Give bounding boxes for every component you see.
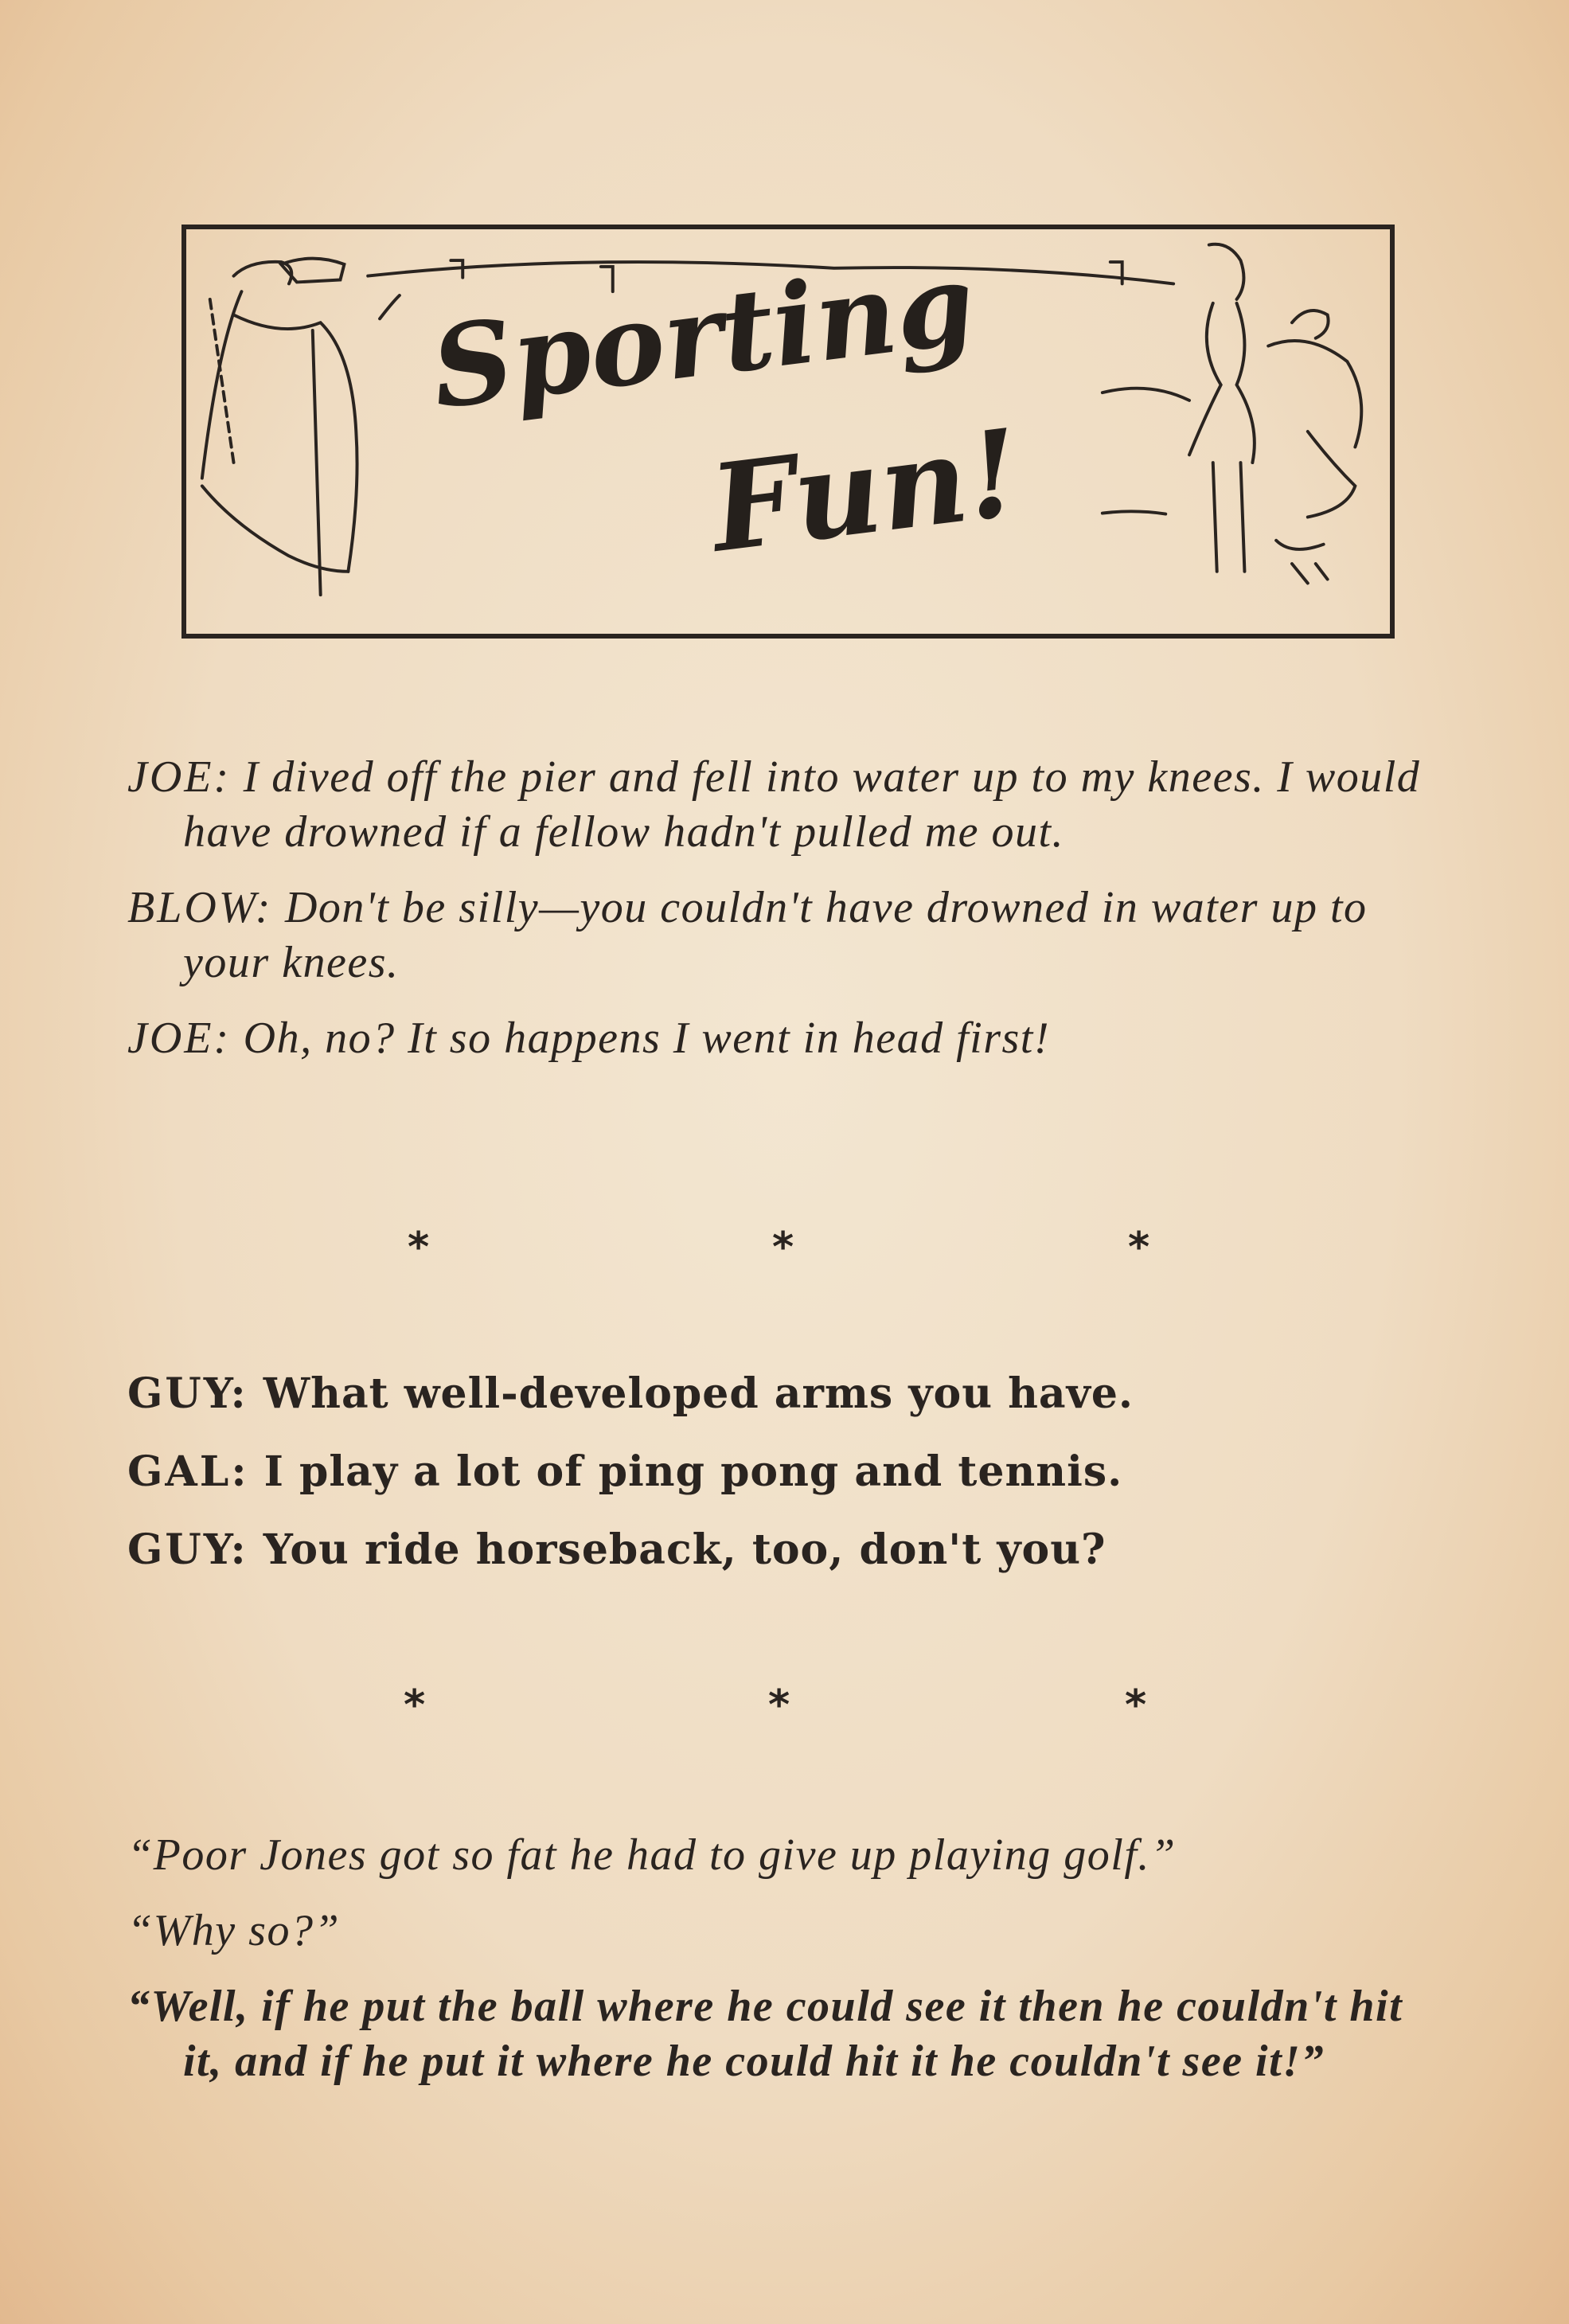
dialogue-line: “Well, if he put the ball where he could see it then he couldn't hit it, and if he put it where he could hit it he couldn't see it!” <box>127 1982 1403 2086</box>
header-illustration <box>181 225 1395 639</box>
dialogue-text: I dived off the pier and fell into water up to my knees. I would have drowned if a fellow hadn't pulled me out. <box>183 752 1421 857</box>
dialogue-line: “Why so?” <box>127 1906 341 1955</box>
dialogue-line <box>127 1524 1441 1576</box>
dialogue-text: I play a lot of ping pong and tennis. <box>263 1447 1123 1496</box>
asterisk-separator <box>0 1681 1569 1729</box>
speaker-label: GUY: <box>127 1525 248 1574</box>
dialogue-line: “Poor Jones got so fat he had to give up playing golf.” <box>127 1830 1177 1880</box>
joke-poor-jones <box>127 1828 1441 2110</box>
asterisk: * <box>772 1224 794 1271</box>
dialogue-text: You ride horseback, too, don't you? <box>263 1525 1106 1574</box>
header-title-sporting: Sporting <box>425 238 982 435</box>
joke-joe-blow <box>127 750 1441 1087</box>
dialogue-text: Don't be silly—you couldn't have drowned in water up to your knees. <box>183 883 1368 987</box>
asterisk: * <box>1128 1224 1150 1271</box>
asterisk: * <box>1125 1681 1147 1729</box>
joke-guy-gal <box>127 1368 1441 1602</box>
dialogue-line <box>127 881 1441 990</box>
asterisk: * <box>768 1681 790 1729</box>
speaker-label: GUY: <box>127 1369 248 1418</box>
asterisk-separator <box>0 1224 1569 1271</box>
speaker-label: JOE: <box>127 1014 232 1063</box>
header-title-fun: Fun! <box>704 402 1028 580</box>
speaker-label: BLOW: <box>127 883 273 932</box>
dialogue-line <box>127 1446 1441 1498</box>
asterisk: * <box>408 1224 430 1271</box>
dialogue-line <box>127 1011 1441 1066</box>
dialogue-text: Oh, no? It so happens I went in head first! <box>243 1014 1050 1063</box>
dialogue-line <box>127 750 1441 860</box>
dialogue-line <box>127 1368 1441 1420</box>
asterisk: * <box>404 1681 426 1729</box>
speaker-label: JOE: <box>127 752 232 802</box>
speaker-label: GAL: <box>127 1447 249 1496</box>
dialogue-text: What well-developed arms you have. <box>263 1369 1134 1418</box>
